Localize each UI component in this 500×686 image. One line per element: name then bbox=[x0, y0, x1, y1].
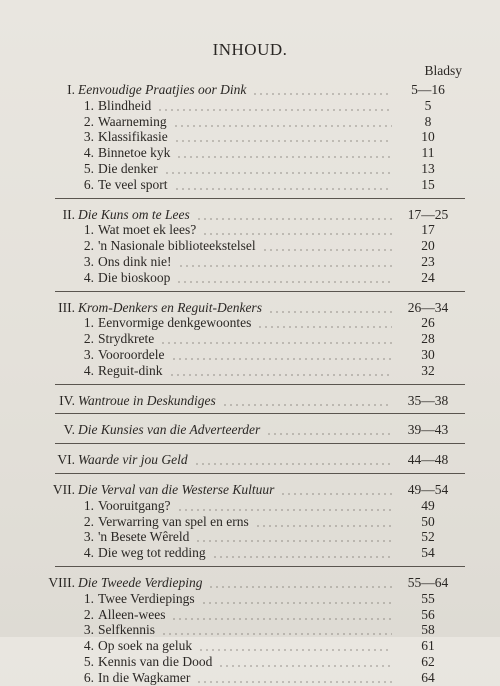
item-row bbox=[0, 315, 500, 331]
dot-leader bbox=[280, 493, 392, 495]
page-number: 54 bbox=[421, 545, 435, 561]
item-label: Eenvormige denkgewoontes bbox=[98, 315, 252, 331]
page-number: 58 bbox=[421, 622, 435, 638]
item-row bbox=[0, 529, 500, 545]
dot-leader bbox=[177, 509, 393, 511]
section-number: V. bbox=[63, 422, 75, 438]
item-row bbox=[0, 114, 500, 130]
section-divider bbox=[55, 413, 465, 414]
item-label: Alleen-wees bbox=[98, 606, 166, 622]
section-title: Die Kunsies van die Adverteerder bbox=[78, 422, 261, 438]
item-label: Vooroordele bbox=[98, 347, 165, 362]
item-label: Wat moet ek lees? bbox=[98, 222, 197, 238]
item-label: Binnetoe kyk bbox=[98, 145, 171, 161]
item-row bbox=[0, 514, 500, 530]
dot-leader bbox=[178, 265, 393, 267]
item-label: Waarneming bbox=[98, 113, 167, 129]
item-label: Blindheid bbox=[98, 97, 152, 113]
dot-leader bbox=[176, 281, 392, 283]
section-divider bbox=[55, 291, 465, 292]
item-label: Reguit-dink bbox=[98, 362, 163, 378]
item-row bbox=[0, 254, 500, 270]
item-number: 2. bbox=[83, 513, 94, 529]
item-label: In die Wagkamer bbox=[98, 669, 191, 685]
item-label: Klassifikasie bbox=[98, 129, 168, 145]
page-number: 17—25 bbox=[407, 206, 449, 222]
page-number: 8 bbox=[424, 113, 432, 129]
section-divider bbox=[55, 566, 465, 567]
dot-leader bbox=[174, 188, 392, 190]
item-row bbox=[0, 331, 500, 347]
section-row bbox=[0, 82, 500, 98]
page-number: 24 bbox=[421, 269, 435, 285]
section-title: Wantroue in Deskundiges bbox=[78, 392, 216, 408]
dot-leader bbox=[201, 602, 392, 604]
item-label: Die denker bbox=[98, 161, 158, 176]
item-number: 3. bbox=[83, 347, 94, 362]
page-number: 39—43 bbox=[407, 422, 449, 438]
dot-leader bbox=[164, 172, 392, 174]
item-label: 'n Nasionale biblioteekstelsel bbox=[98, 238, 256, 254]
item-number: 4. bbox=[83, 145, 94, 161]
item-label: Strydkrete bbox=[98, 331, 155, 347]
dot-leader bbox=[171, 618, 392, 620]
item-row bbox=[0, 347, 500, 363]
page-number: 10 bbox=[421, 129, 435, 145]
item-number: 3. bbox=[83, 254, 94, 269]
dot-leader bbox=[173, 125, 392, 127]
page-number: 49 bbox=[421, 497, 435, 513]
page-number: 11 bbox=[421, 145, 435, 161]
dot-leader bbox=[208, 586, 392, 588]
item-row bbox=[0, 129, 500, 145]
page-number: 56 bbox=[421, 606, 435, 622]
item-label: Kennis van die Dood bbox=[98, 654, 213, 669]
page-number: 32 bbox=[421, 362, 435, 378]
dot-leader bbox=[268, 311, 392, 313]
item-label: Op soek na geluk bbox=[98, 638, 193, 654]
item-label: Te veel sport bbox=[98, 176, 168, 192]
item-row bbox=[0, 670, 500, 686]
dot-leader bbox=[252, 93, 392, 95]
item-number: 3. bbox=[83, 529, 94, 545]
item-row bbox=[0, 622, 500, 638]
section-row bbox=[0, 393, 500, 409]
section-row bbox=[0, 422, 500, 438]
item-label: Ons dink nie! bbox=[98, 254, 172, 269]
item-number: 6. bbox=[83, 176, 94, 192]
dot-leader bbox=[161, 633, 392, 635]
dot-leader bbox=[196, 681, 392, 683]
item-label: 'n Besete Wêreld bbox=[98, 529, 190, 545]
item-row bbox=[0, 161, 500, 177]
item-label: Twee Verdiepings bbox=[98, 590, 195, 606]
item-row bbox=[0, 238, 500, 254]
page-number: 35—38 bbox=[407, 392, 449, 408]
dot-leader bbox=[202, 233, 392, 235]
dot-leader bbox=[262, 249, 392, 251]
item-number: 4. bbox=[83, 362, 94, 378]
dot-leader bbox=[160, 342, 392, 344]
item-row bbox=[0, 545, 500, 561]
dot-leader bbox=[257, 326, 392, 328]
dot-leader bbox=[174, 140, 392, 142]
item-number: 4. bbox=[83, 545, 94, 561]
item-row bbox=[0, 654, 500, 670]
section-number: I. bbox=[67, 82, 75, 97]
page-number: 30 bbox=[421, 347, 435, 362]
item-number: 1. bbox=[83, 222, 94, 238]
dot-leader bbox=[222, 404, 392, 406]
section-row bbox=[0, 482, 500, 498]
item-label: Selfkennis bbox=[98, 622, 155, 638]
section-title: Die Kuns om te Lees bbox=[78, 206, 190, 222]
section-number: VIII. bbox=[48, 575, 75, 590]
item-number: 1. bbox=[83, 97, 94, 113]
page-number: 20 bbox=[421, 238, 435, 254]
section-divider bbox=[55, 473, 465, 474]
item-number: 5. bbox=[83, 161, 94, 176]
item-label: Die weg tot redding bbox=[98, 545, 206, 561]
dot-leader bbox=[195, 540, 392, 542]
item-row bbox=[0, 270, 500, 286]
item-row bbox=[0, 591, 500, 607]
item-row bbox=[0, 498, 500, 514]
page-number: 52 bbox=[421, 529, 435, 545]
section-row bbox=[0, 300, 500, 316]
page-number: 23 bbox=[421, 254, 435, 269]
item-number: 1. bbox=[83, 315, 94, 331]
section-number: VI. bbox=[57, 452, 75, 468]
dot-leader bbox=[169, 374, 393, 376]
dot-leader bbox=[266, 433, 392, 435]
item-row bbox=[0, 363, 500, 379]
section-title: Waarde vir jou Geld bbox=[78, 452, 188, 468]
item-number: 4. bbox=[83, 638, 94, 654]
page-number: 15 bbox=[421, 176, 435, 192]
section-row bbox=[0, 207, 500, 223]
page-number: 64 bbox=[421, 669, 435, 685]
item-number: 2. bbox=[83, 238, 94, 254]
item-number: 1. bbox=[83, 590, 94, 606]
item-number: 1. bbox=[83, 497, 94, 513]
section-divider bbox=[55, 198, 465, 199]
section-number: II. bbox=[62, 206, 75, 222]
page-number: 13 bbox=[421, 161, 435, 176]
section-title: Die Verval van die Westerse Kultuur bbox=[78, 482, 275, 497]
item-row bbox=[0, 177, 500, 193]
page-title: INHOUD. bbox=[212, 40, 288, 59]
section-title: Krom-Denkers en Reguit-Denkers bbox=[78, 299, 262, 315]
item-row bbox=[0, 222, 500, 238]
dot-leader bbox=[157, 109, 392, 111]
page-number: 5 bbox=[424, 97, 432, 113]
item-number: 3. bbox=[83, 129, 94, 145]
section-divider bbox=[55, 384, 465, 385]
page-number: 5—16 bbox=[411, 82, 445, 97]
item-number: 2. bbox=[83, 113, 94, 129]
section-title: Eenvoudige Praatjies oor Dink bbox=[78, 82, 247, 97]
item-label: Die bioskoop bbox=[98, 269, 171, 285]
item-label: Vooruitgang? bbox=[98, 497, 171, 513]
section-row bbox=[0, 575, 500, 591]
dot-leader bbox=[196, 218, 392, 220]
dot-leader bbox=[171, 358, 393, 360]
section-number: IV. bbox=[59, 392, 75, 408]
page-number: 50 bbox=[421, 513, 435, 529]
section-divider bbox=[55, 443, 465, 444]
dot-leader bbox=[194, 463, 392, 465]
page-number: 49—54 bbox=[407, 482, 449, 497]
item-label: Verwarring van spel en erns bbox=[98, 513, 249, 529]
item-number: 2. bbox=[83, 606, 94, 622]
item-row bbox=[0, 638, 500, 654]
dot-leader bbox=[212, 556, 392, 558]
page-number: 61 bbox=[421, 638, 435, 654]
page-number: 55 bbox=[421, 590, 435, 606]
page-number: 17 bbox=[421, 222, 435, 238]
page-number: 62 bbox=[421, 654, 435, 669]
item-number: 5. bbox=[83, 654, 94, 669]
page-number: 26 bbox=[421, 315, 435, 331]
section-row bbox=[0, 452, 500, 468]
page-column-header: Bladsy bbox=[424, 63, 462, 78]
page-number: 28 bbox=[421, 331, 435, 347]
item-number: 3. bbox=[83, 622, 94, 638]
page-number: 26—34 bbox=[407, 299, 449, 315]
item-row bbox=[0, 145, 500, 161]
section-number: III. bbox=[58, 299, 75, 315]
dot-leader bbox=[198, 649, 392, 651]
dot-leader bbox=[218, 665, 392, 667]
dot-leader bbox=[176, 156, 392, 158]
page-number: 55—64 bbox=[407, 575, 449, 590]
section-title: Die Tweede Verdieping bbox=[78, 575, 203, 590]
page-number: 44—48 bbox=[407, 452, 449, 468]
item-number: 6. bbox=[83, 669, 94, 685]
dot-leader bbox=[255, 525, 392, 527]
section-number: VII. bbox=[52, 482, 75, 497]
item-row bbox=[0, 98, 500, 114]
item-number: 2. bbox=[83, 331, 94, 347]
item-number: 4. bbox=[83, 269, 94, 285]
item-row bbox=[0, 607, 500, 623]
